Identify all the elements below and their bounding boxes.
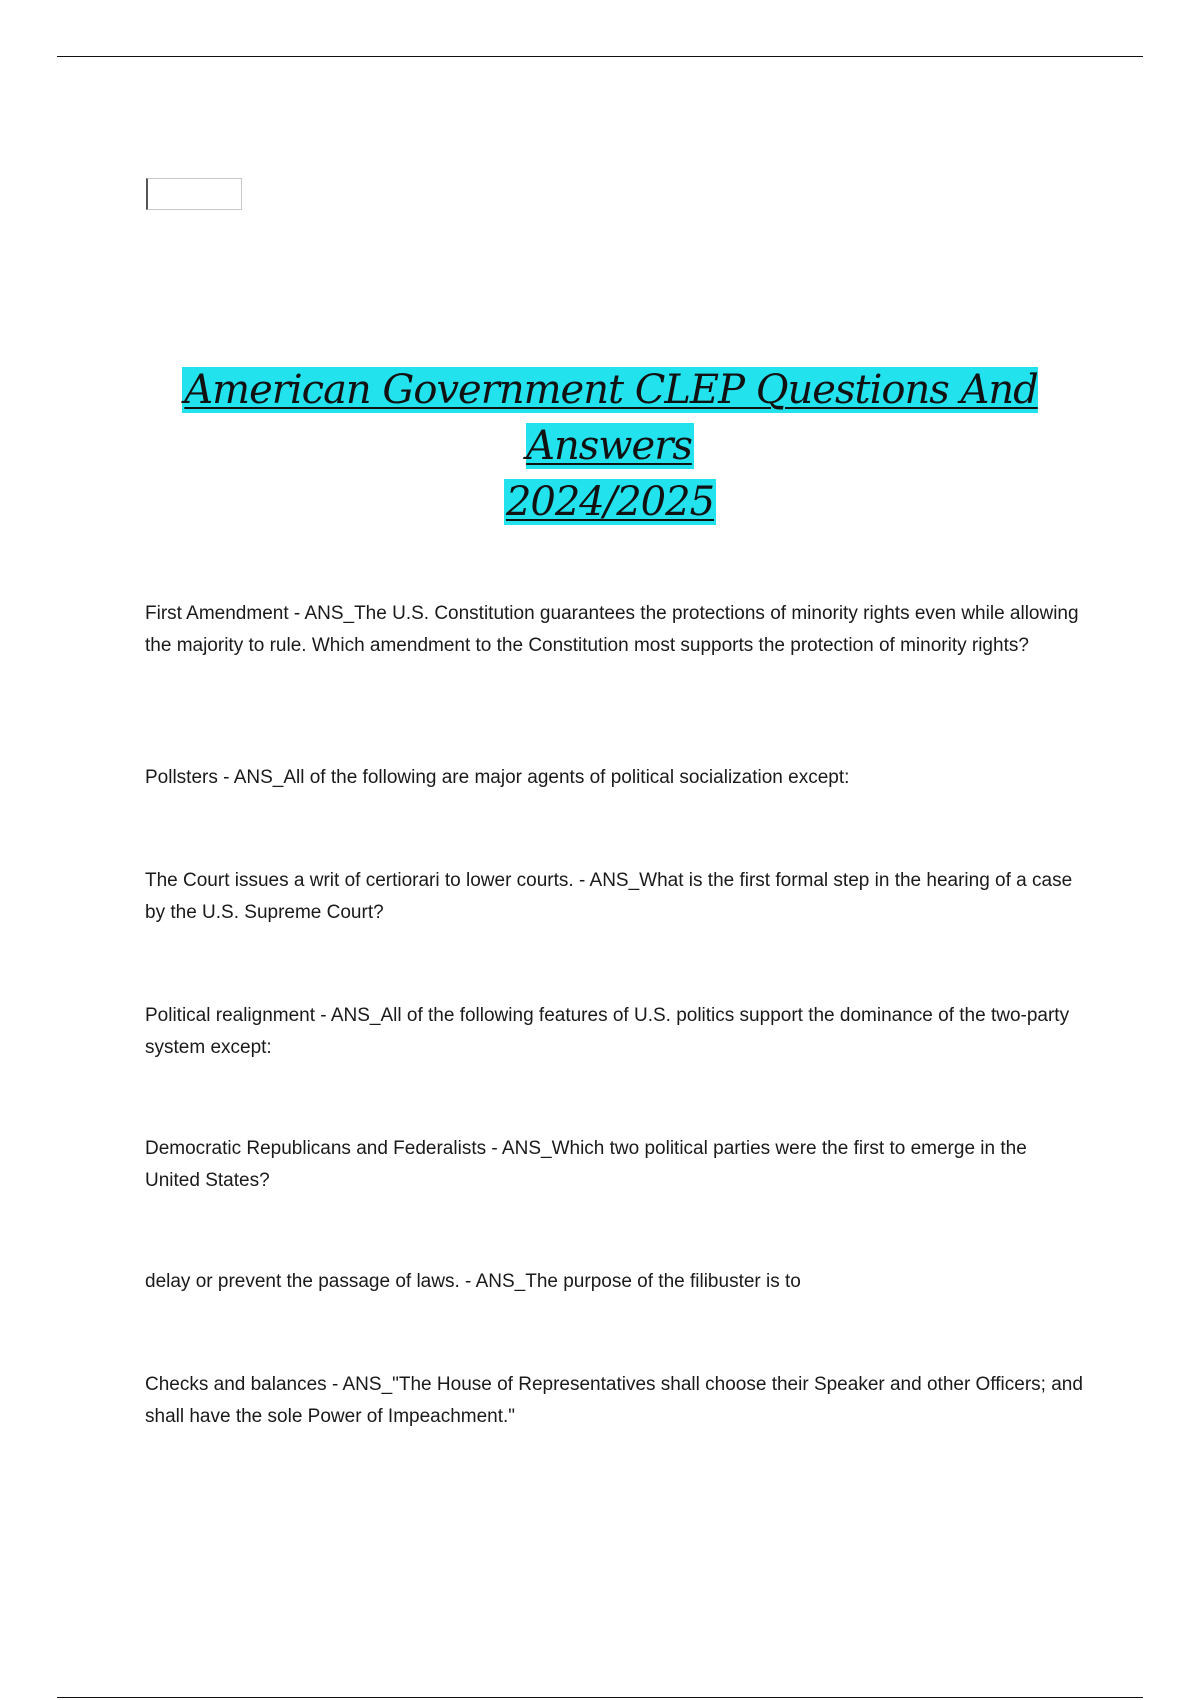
title-line-1: American Government CLEP Questions And Answers <box>184 367 1038 469</box>
qa-item-3: The Court issues a writ of certiorari to lower courts. - ANS_What is the first formal step in the hearing of a case by the U.S. Supreme Court? <box>145 870 1073 923</box>
qa-item-1: First Amendment - ANS_The U.S. Constitution guarantees the protections of minority rights even while allowing the majority to rule. Which amendment to the Constitution most supports the protection of minority rights? <box>145 603 1079 656</box>
document-title <box>140 362 1080 530</box>
qa-item-5: Democratic Republicans and Federalists - ANS_Which two political parties were the first to emerge in the United States? <box>145 1138 1027 1191</box>
qa-item-4: Political realignment - ANS_All of the following features of U.S. politics support the dominance of the two-party system except: <box>145 1005 1070 1058</box>
title-line-2: 2024/2025 <box>505 479 715 525</box>
qa-item-6: delay or prevent the passage of laws. - ANS_The purpose of the filibuster is to <box>145 1271 801 1292</box>
header-rule <box>57 56 1143 57</box>
qa-item-7: Checks and balances - ANS_"The House of Representatives shall choose their Speaker and other Officers; and shall have the sole Power of Impeachment." <box>145 1374 1083 1427</box>
empty-box <box>146 178 242 210</box>
qa-item-2: Pollsters - ANS_All of the following are major agents of political socialization except: <box>145 767 850 788</box>
footer-rule <box>57 1697 1143 1698</box>
